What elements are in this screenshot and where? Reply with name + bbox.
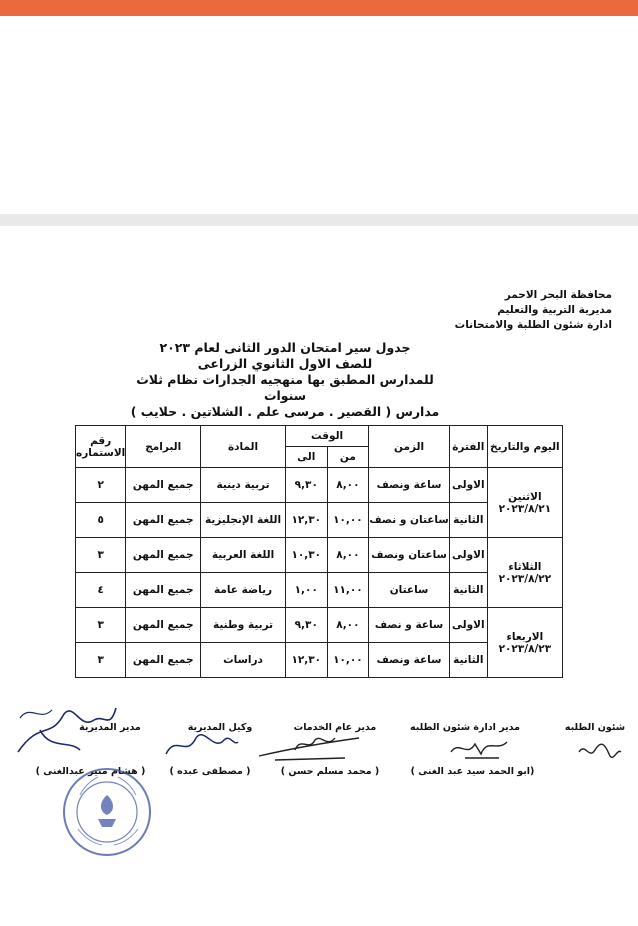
- title-line-3: للمدارس المطبق بها منهجيه الجدارات نظام ثلاث سنوات: [136, 372, 434, 403]
- page-separator: [0, 214, 638, 226]
- duration-cell: ساعتان و نصف: [369, 503, 450, 538]
- directorate-label: مديرية التربية والتعليم: [497, 304, 612, 316]
- period-cell: الثانية: [449, 643, 487, 678]
- time-to-cell: ٩,٣٠: [285, 468, 327, 503]
- time-from-cell: ١١,٠٠: [327, 573, 369, 608]
- subject-cell: اللغة الإنجليزية: [201, 503, 286, 538]
- table-row: [76, 468, 563, 503]
- issuer-header: [392, 288, 612, 333]
- day-name: الثلاثاء: [508, 560, 542, 573]
- header-duration: الزمن: [369, 426, 450, 468]
- previous-page-blank: [0, 16, 638, 214]
- header-period: الفترة: [449, 426, 487, 468]
- duration-cell: ساعة و نصف: [369, 608, 450, 643]
- form-number-cell: ٣: [76, 643, 126, 678]
- director-name: ( هشام منير عبدالغنى ): [35, 766, 146, 777]
- header-programs: البرامج: [126, 426, 201, 468]
- subject-cell: تربية وطنية: [201, 608, 286, 643]
- header-subject: المادة: [201, 426, 286, 468]
- form-number-cell: ٣: [76, 608, 126, 643]
- day-name: الاثنين: [508, 490, 542, 503]
- programs-cell: جميع المهن: [126, 538, 201, 573]
- day-date: ٢٠٢٣/٨/٢٢: [498, 572, 552, 585]
- header-to: الى: [285, 447, 327, 468]
- student-affairs-title: شئون الطلبه: [564, 722, 626, 733]
- time-to-cell: ١,٠٠: [285, 573, 327, 608]
- deputy-title: وكيل المديرية: [187, 722, 253, 733]
- title-line-4: مدارس ( القصير . مرسى علم . الشلاتين . حلايب ): [130, 404, 440, 419]
- student-affairs-manager-name: (ابو الحمد سيد عبد الغنى ): [410, 766, 535, 777]
- day-date: ٢٠٢٣/٨/٢٣: [498, 642, 552, 655]
- period-cell: الاولى: [449, 538, 487, 573]
- official-seal-icon: [60, 765, 155, 860]
- time-from-cell: ١٠,٠٠: [327, 643, 369, 678]
- form-number-cell: ٢: [76, 468, 126, 503]
- form-number-cell: ٣: [76, 538, 126, 573]
- period-cell: الاولى: [449, 608, 487, 643]
- table-row: [76, 608, 563, 643]
- time-to-cell: ٩,٣٠: [285, 608, 327, 643]
- period-cell: الثانية: [449, 573, 487, 608]
- student-affairs-signature: [575, 738, 625, 766]
- period-cell: الثانية: [449, 503, 487, 538]
- document-title-block: [120, 340, 450, 420]
- form-number-cell: ٥: [76, 503, 126, 538]
- title-line-2: للصف الاول الثانوي الزراعى: [197, 356, 373, 371]
- day-name: الاربعاء: [506, 630, 544, 643]
- director-signature: [10, 700, 120, 760]
- top-accent-bar: [0, 0, 638, 16]
- services-manager-signature: [255, 730, 365, 764]
- services-manager-name: ( محمد مسلم حسن ): [280, 766, 380, 777]
- programs-cell: جميع المهن: [126, 503, 201, 538]
- duration-cell: ساعة ونصف: [369, 643, 450, 678]
- student-affairs-manager-signature: [445, 732, 515, 764]
- programs-cell: جميع المهن: [126, 608, 201, 643]
- duration-cell: ساعتان: [369, 573, 450, 608]
- exam-schedule-table: [75, 425, 563, 678]
- day-cell: [487, 468, 562, 538]
- subject-cell: دراسات: [201, 643, 286, 678]
- day-cell: [487, 538, 562, 608]
- department-label: ادارة شئون الطلبة والامتحانات: [454, 319, 612, 331]
- header-time: الوقت: [285, 426, 368, 447]
- time-from-cell: ٨,٠٠: [327, 538, 369, 573]
- day-cell: [487, 608, 562, 678]
- header-form-number: رقم الاستماره: [76, 426, 126, 468]
- table-row: [76, 538, 563, 573]
- student-affairs-manager-title: مدير ادارة شئون الطلبه: [409, 722, 521, 733]
- time-from-cell: ٨,٠٠: [327, 468, 369, 503]
- subject-cell: رياضة عامة: [201, 573, 286, 608]
- header-from: من: [327, 447, 369, 468]
- deputy-signature: [160, 724, 240, 764]
- duration-cell: ساعتان ونصف: [369, 538, 450, 573]
- time-from-cell: ١٠,٠٠: [327, 503, 369, 538]
- period-cell: الاولى: [449, 468, 487, 503]
- header-day: اليوم والتاريخ: [487, 426, 562, 468]
- governorate-label: محافظة البحر الاحمر: [504, 289, 612, 301]
- services-manager-title: مدير عام الخدمات: [293, 722, 377, 733]
- form-number-cell: ٤: [76, 573, 126, 608]
- duration-cell: ساعة ونصف: [369, 468, 450, 503]
- time-to-cell: ١٢,٣٠: [285, 503, 327, 538]
- subject-cell: اللغة العربية: [201, 538, 286, 573]
- programs-cell: جميع المهن: [126, 643, 201, 678]
- title-line-1: جدول سير امتحان الدور الثانى لعام ٢٠٢٣: [159, 340, 411, 355]
- director-title: مدير المديرية: [79, 722, 141, 733]
- subject-cell: تربية دينية: [201, 468, 286, 503]
- programs-cell: جميع المهن: [126, 573, 201, 608]
- programs-cell: جميع المهن: [126, 468, 201, 503]
- time-to-cell: ١٠,٣٠: [285, 538, 327, 573]
- day-date: ٢٠٢٣/٨/٢١: [498, 502, 552, 515]
- deputy-name: ( مصطفى عبده ): [169, 766, 251, 777]
- time-to-cell: ١٢,٣٠: [285, 643, 327, 678]
- time-from-cell: ٨,٠٠: [327, 608, 369, 643]
